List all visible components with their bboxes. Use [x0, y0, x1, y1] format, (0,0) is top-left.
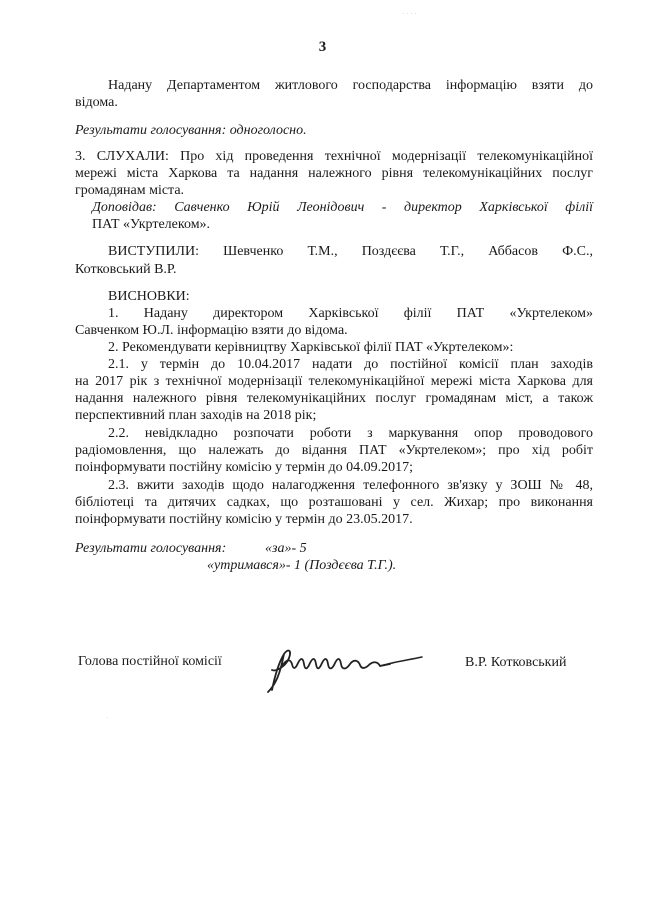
spoke-line1: ВИСТУПИЛИ: Шевченко Т.М., Поздєєва Т.Г., Аббасов Ф.С., — [108, 244, 593, 259]
scan-artifact: · · · · — [402, 10, 417, 18]
item3-speaker-line1: Доповідав: Савченко Юрій Леонідович - директор Харківської філії — [92, 200, 593, 215]
voting-result-for: «за»- 5 — [265, 541, 307, 556]
conclusion-2-3-line2: бібліотеці та дитячих садках, що розташовані у сел. Жихар; про виконання — [75, 495, 593, 510]
conclusion-2-2-line3: поінформувати постійну комісію у термін до 04.09.2017; — [75, 460, 414, 475]
voting-result-abstained: «утримався»- 1 (Поздєєва Т.Г.). — [207, 558, 397, 573]
spoke-line2: Котковський В.Р. — [75, 262, 177, 277]
page-number: 3 — [318, 39, 327, 55]
item3-heard-line2: мережі міста Харкова та надання належного рівня телекомунікаційних послуг — [75, 166, 593, 181]
item3-heard-line3: громадянам міста. — [75, 183, 185, 198]
conclusion-2-3-line3: поінформувати постійну комісію у термін до 23.05.2017. — [75, 512, 413, 527]
conclusions-heading: ВИСНОВКИ: — [108, 289, 190, 304]
signatory-name: В.Р. Котковський — [465, 655, 567, 670]
conclusion-2-2-line1: 2.2. невідкладно розпочати роботи з маркування опор проводового — [108, 426, 593, 441]
conclusion-1-line1: 1. Надану директором Харківської філії ПАТ «Укртелеком» — [108, 306, 593, 321]
signatory-position: Голова постійної комісії — [78, 654, 222, 669]
handwritten-signature — [262, 640, 432, 696]
item3-heard-line1: 3. СЛУХАЛИ: Про хід проведення технічної модернізації телекомунікаційної — [75, 149, 593, 164]
conclusion-2-1-line4: перспективний план заходів на 2018 рік; — [75, 408, 317, 423]
conclusion-2-2-line2: радіомовлення, що належать до відання ПАТ «Укртелеком»; про хід робіт — [75, 443, 593, 458]
conclusion-2-1-line3: надання належного рівня телекомунікаційних послуг громадянам міст, а також — [75, 391, 593, 406]
scan-artifact: · — [106, 714, 109, 722]
voting-result-label: Результати голосування: — [75, 541, 227, 556]
conclusion-2-3-line1: 2.3. вжити заходів щодо налагодження телефонного зв'язку у ЗОШ № 48, — [108, 478, 593, 493]
info-paragraph-line1: Надану Департаментом житлового господарства інформацію взяти до — [108, 78, 593, 93]
conclusion-1-line2: Савченком Ю.Л. інформацію взяти до відома. — [75, 323, 348, 338]
item3-speaker-line2: ПАТ «Укртелеком». — [92, 217, 211, 232]
conclusion-2-1-line2: на 2017 рік з технічної модернізації телекомунікаційної мережі міста Харкова для — [75, 374, 593, 389]
voting-result-unanimous: Результати голосування: одноголосно. — [75, 123, 307, 138]
conclusion-2: 2. Рекомендувати керівництву Харківської філії ПАТ «Укртелеком»: — [108, 340, 514, 355]
info-paragraph-line2: відома. — [75, 95, 118, 110]
conclusion-2-1-line1: 2.1. у термін до 10.04.2017 надати до постійної комісії план заходів — [108, 357, 593, 372]
